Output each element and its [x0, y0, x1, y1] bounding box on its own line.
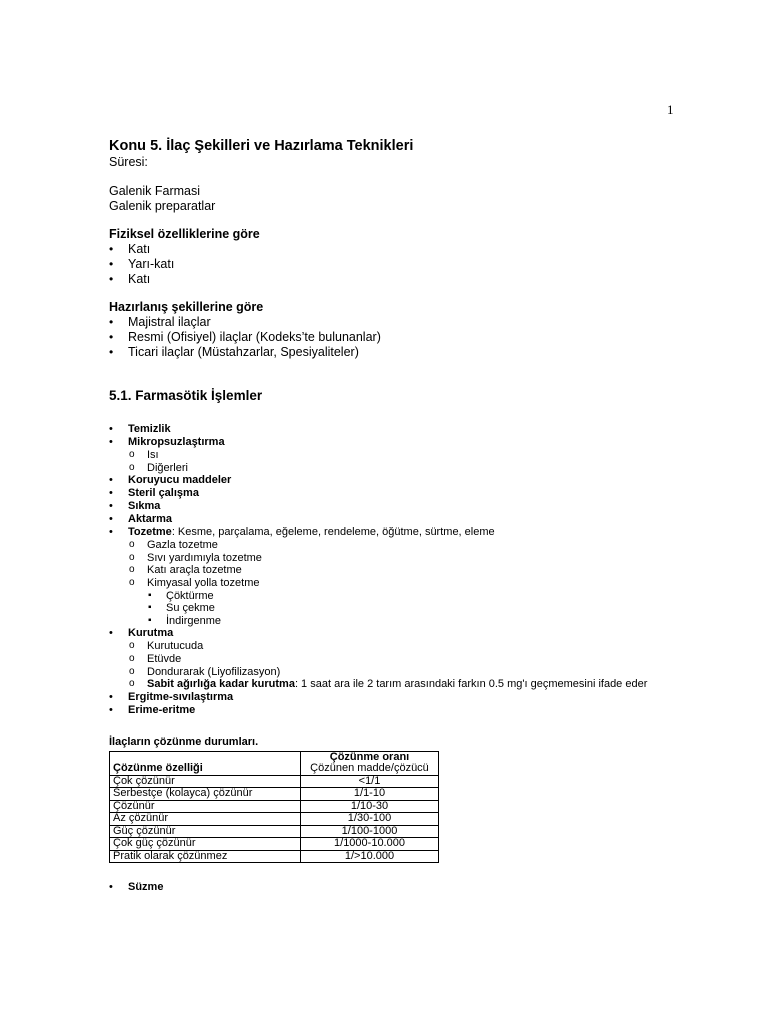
prep-heading: Hazırlanış şekillerine göre: [109, 300, 264, 314]
table-header-row: [110, 751, 439, 775]
section-heading: 5.1. Farmasötik İşlemler: [109, 388, 263, 403]
sub-item: o Kurutucuda: [128, 640, 709, 653]
page-number: 1: [667, 102, 674, 117]
list-item: • Tozetme: Kesme, parçalama, eğeleme, rendeleme, öğütme, sürtme, eleme o Gazla tozetme o Sıvı yardımıyla tozetme o Katı araçla tozetme o Kimyasal yolla tozetme ▪ Çöktürme ▪ Su çekme ▪ İndirgenme: [109, 526, 709, 627]
sub-item: o Gazla tozetme: [128, 539, 709, 552]
list-item: • Ergitme-sıvılaştırma: [109, 691, 709, 704]
table-caption: İlaçların çözünme durumları.: [109, 735, 259, 748]
list-item: • Katı: [109, 272, 709, 287]
duration-label: Süresi:: [109, 155, 148, 169]
list-item: • Mikropsuzlaştırma o Isı o Diğerleri: [109, 436, 709, 474]
operations-list: [109, 423, 709, 717]
document-title: Konu 5. İlaç Şekilleri ve Hazırlama Teknikleri: [109, 138, 414, 154]
table-row: Çok çözünür <1/1: [110, 775, 439, 788]
sub-item: o Isı: [128, 449, 709, 462]
physical-heading: Fiziksel özelliklerine göre: [109, 227, 260, 241]
list-item: • Koruyucu maddeler: [109, 474, 709, 487]
sub-sub-item: ▪ Çöktürme: [147, 590, 709, 603]
galenik-farmasi: Galenik Farmasi: [109, 184, 200, 198]
column-header: Çözünme oranı Çözünen madde/çözücü: [301, 751, 439, 775]
sub-item: o Kimyasal yolla tozetme ▪ Çöktürme ▪ Su çekme ▪ İndirgenme: [128, 577, 709, 627]
list-item: • Süzme: [109, 881, 709, 894]
column-header: Çözünme özelliği: [110, 751, 301, 775]
list-item: • Kurutma o Kurutucuda o Etüvde o Dondurarak (Liyofilizasyon) o Sabit ağırlığa kadar kurutma: 1 saat ara ile 2 tarım arasındaki farkın 0.5 mg'ı geçmemesini ifade eder: [109, 627, 709, 690]
sub-sub-item: ▪ İndirgenme: [147, 615, 709, 628]
sub-item: o Sabit ağırlığa kadar kurutma: 1 saat ara ile 2 tarım arasındaki farkın 0.5 mg'ı geçmemesini ifade eder: [128, 678, 709, 691]
physical-list: [109, 242, 709, 287]
table-row: Serbestçe (kolayca) çözünür 1/1-10: [110, 788, 439, 801]
table-row: Güç çözünür 1/100-1000: [110, 825, 439, 838]
filtration-list: [109, 881, 709, 894]
list-item: • Katı: [109, 242, 709, 257]
table-row: Az çözünür 1/30-100: [110, 813, 439, 826]
table-row: Çok güç çözünür 1/1000-10.000: [110, 838, 439, 851]
list-item: • Aktarma: [109, 513, 709, 526]
sub-item: o Katı araçla tozetme: [128, 564, 709, 577]
list-item: • Steril çalışma: [109, 487, 709, 500]
list-item: • Ticari ilaçlar (Müstahzarlar, Spesiyaliteler): [109, 345, 709, 360]
table-row: Pratik olarak çözünmez 1/>10.000: [110, 850, 439, 863]
sub-sub-item: ▪ Su çekme: [147, 602, 709, 615]
list-item: • Sıkma: [109, 500, 709, 513]
list-item: • Erime-eritme: [109, 704, 709, 717]
list-item: • Temizlik: [109, 423, 709, 436]
table-row: Çözünür 1/10-30: [110, 800, 439, 813]
document-body: [109, 138, 709, 894]
list-item: • Majistral ilaçlar: [109, 315, 709, 330]
sub-item: o Dondurarak (Liyofilizasyon): [128, 666, 709, 679]
prep-list: [109, 315, 709, 360]
sub-item: o Sıvı yardımıyla tozetme: [128, 552, 709, 565]
sub-item: o Etüvde: [128, 653, 709, 666]
list-item: • Resmi (Ofisiyel) ilaçlar (Kodeks’te bulunanlar): [109, 330, 709, 345]
list-item: • Yarı-katı: [109, 257, 709, 272]
galenik-preparatlar: Galenik preparatlar: [109, 199, 216, 213]
sub-item: o Diğerleri: [128, 462, 709, 475]
solubility-table: [109, 751, 439, 864]
